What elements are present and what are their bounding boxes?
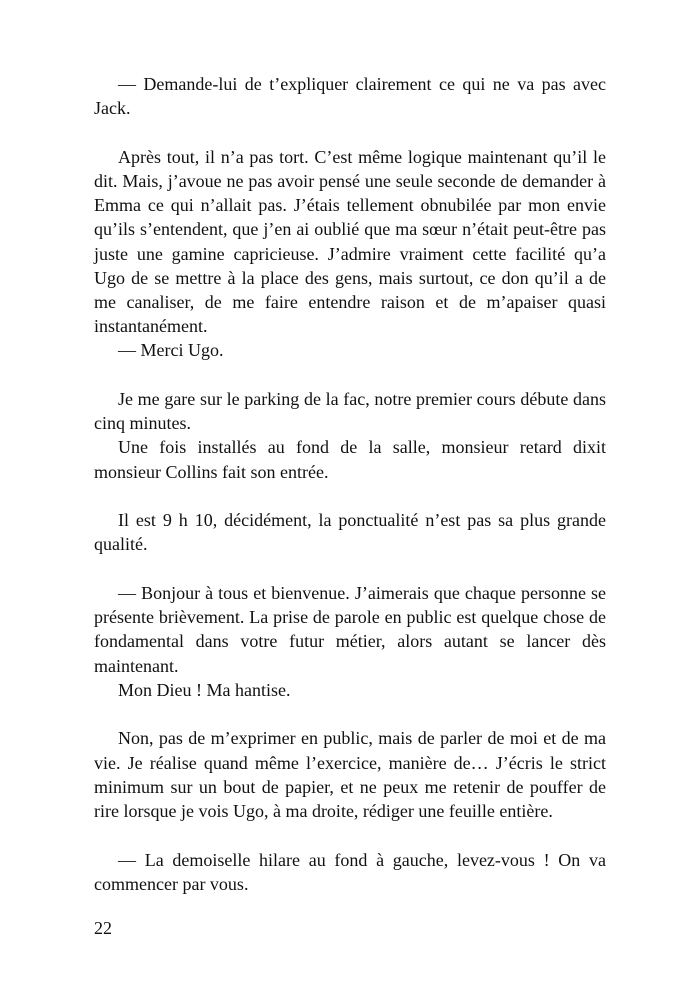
narrative-paragraph: Après tout, il n’a pas tort. C’est même logique maintenant qu’il le dit. Mais, j’avoue ne pas avoir pensé une seule seconde de demander à Emma ce qui n’allait pas. J’étais tellement obnubilée par mon envie qu’ils s’entendent, que j’en ai oublié que ma sœur n’était peut-être pas juste une gamine capricieuse. J’admire vraiment cette facilité qu’a Ugo de se mettre à la place des gens, mais surtout, ce don qu’il a de me canaliser, de me faire entendre raison et de m’apaiser quasi instantanément.: [94, 146, 606, 337]
narrative-paragraph: Il est 9 h 10, décidément, la ponctualité n’est pas sa plus grande qualité.: [94, 510, 606, 555]
dialogue-paragraph: — Merci Ugo.: [118, 340, 224, 361]
page-body: [94, 72, 606, 896]
narrative-paragraph: Non, pas de m’exprimer en public, mais de parler de moi et de ma vie. Je réalise quand même l’exercice, manière de… J’écris le strict minimum sur un bout de papier, et ne peux me retenir de pouffer de rire lorsque je vois Ugo, à ma droite, rédiger une feuille entière.: [94, 728, 606, 822]
narrative-paragraph: Mon Dieu ! Ma hantise.: [118, 679, 291, 700]
narrative-paragraph: Une fois installés au fond de la salle, monsieur retard dixit monsieur Collins fait son entrée.: [94, 437, 606, 482]
dialogue-paragraph: — Bonjour à tous et bienvenue. J’aimerais que chaque personne se présente brièvement. La prise de parole en public est quelque chose de fondamental dans votre futur métier, alors autant se lancer dès maintenant.: [94, 583, 606, 676]
dialogue-paragraph: — La demoiselle hilare au fond à gauche, levez-vous ! On va commencer par vous.: [94, 849, 606, 894]
narrative-paragraph: Je me gare sur le parking de la fac, notre premier cours débute dans cinq minutes.: [94, 389, 606, 434]
dialogue-paragraph: — Demande-lui de t’expliquer clairement ce qui ne va pas avec Jack.: [94, 74, 606, 119]
page-number: 22: [94, 918, 112, 938]
